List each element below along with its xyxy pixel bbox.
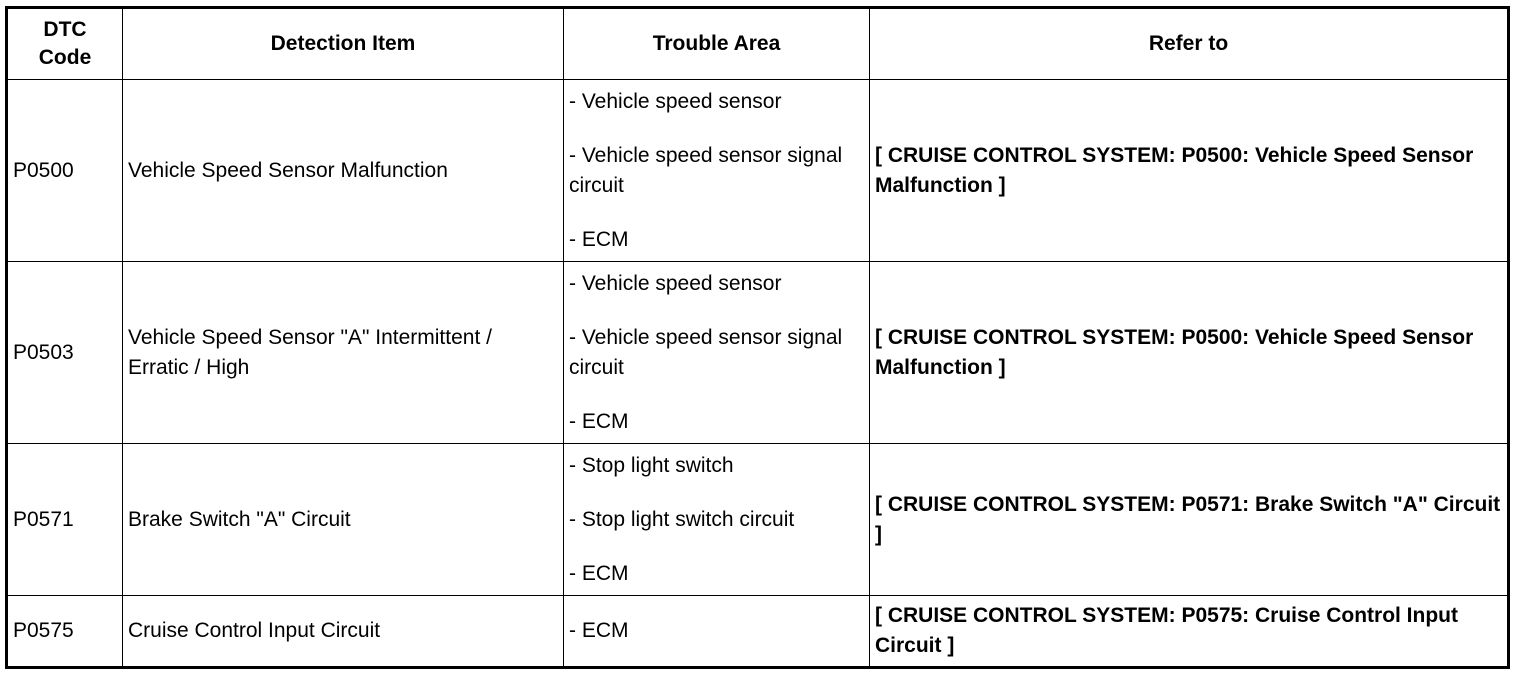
trouble-area-item: - Vehicle speed sensor [569,271,782,295]
table-row [7,80,1509,262]
header-dtc-code-line1: DTC [43,18,87,41]
trouble-area-cell [564,444,870,596]
trouble-area-cell [564,80,870,262]
dtc-code-cell: P0571 [7,444,123,596]
dtc-code-cell: P0503 [7,262,123,444]
trouble-area-item: - Vehicle speed sensor [569,89,782,113]
dtc-table [5,6,1510,669]
detection-item-cell: Brake Switch "A" Circuit [123,444,564,596]
table-header-row [7,8,1509,80]
trouble-area-item: - ECM [569,227,629,251]
trouble-area-cell [564,596,870,668]
trouble-area-item: - Stop light switch circuit [569,507,795,531]
detection-item-cell: Vehicle Speed Sensor Malfunction [123,80,564,262]
table-row [7,444,1509,596]
dtc-code-cell: P0500 [7,80,123,262]
header-dtc-code [7,8,123,80]
detection-item-cell: Vehicle Speed Sensor "A" Intermittent / Erratic / High [123,262,564,444]
detection-item-cell: Cruise Control Input Circuit [123,596,564,668]
trouble-area-item: - ECM [569,409,629,433]
trouble-area-item: - ECM [569,619,629,642]
trouble-area-item: - ECM [569,561,629,585]
table-row [7,596,1509,668]
refer-to-link[interactable]: [ CRUISE CONTROL SYSTEM: P0500: Vehicle Speed Sensor Malfunction ] [870,262,1509,444]
refer-to-link[interactable]: [ CRUISE CONTROL SYSTEM: P0575: Cruise Control Input Circuit ] [870,596,1509,668]
header-detection-item: Detection Item [123,8,564,80]
trouble-area-item: - Stop light switch [569,453,734,477]
trouble-area-item: - Vehicle speed sensor signal circuit [569,143,843,197]
header-dtc-code-line2: Code [38,46,92,69]
dtc-code-cell: P0575 [7,596,123,668]
refer-to-link[interactable]: [ CRUISE CONTROL SYSTEM: P0500: Vehicle Speed Sensor Malfunction ] [870,80,1509,262]
trouble-area-cell [564,262,870,444]
table-row [7,262,1509,444]
header-refer-to: Refer to [870,8,1509,80]
header-trouble-area: Trouble Area [564,8,870,80]
refer-to-link[interactable]: [ CRUISE CONTROL SYSTEM: P0571: Brake Switch "A" Circuit ] [870,444,1509,596]
trouble-area-item: - Vehicle speed sensor signal circuit [569,325,843,379]
